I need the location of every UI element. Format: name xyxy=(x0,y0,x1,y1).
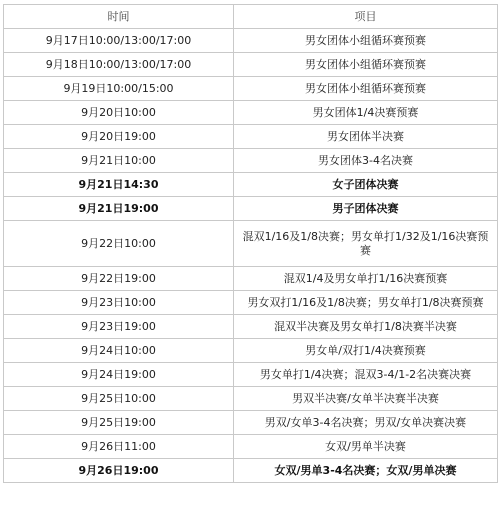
cell-time: 9月20日10:00 xyxy=(4,101,234,125)
cell-time: 9月26日11:00 xyxy=(4,435,234,459)
table-row xyxy=(4,77,498,101)
table-row-highlight xyxy=(4,197,498,221)
table-row xyxy=(4,125,498,149)
table-row xyxy=(4,221,498,267)
cell-item: 女双/男单3-4名决赛；女双/男单决赛 xyxy=(234,459,498,483)
table-row xyxy=(4,291,498,315)
table-row xyxy=(4,29,498,53)
cell-time: 9月22日10:00 xyxy=(4,221,234,267)
cell-item: 男女双打1/16及1/8决赛；男女单打1/8决赛预赛 xyxy=(234,291,498,315)
cell-item: 混双半决赛及男女单打1/8决赛半决赛 xyxy=(234,315,498,339)
cell-time: 9月22日19:00 xyxy=(4,267,234,291)
schedule-table xyxy=(3,4,498,483)
column-header-item: 项目 xyxy=(234,5,498,29)
table-row xyxy=(4,411,498,435)
cell-item: 男女团体3-4名决赛 xyxy=(234,149,498,173)
cell-item: 女双/男单半决赛 xyxy=(234,435,498,459)
cell-time: 9月25日19:00 xyxy=(4,411,234,435)
cell-item: 男女团体小组循环赛预赛 xyxy=(234,77,498,101)
cell-item: 男子团体决赛 xyxy=(234,197,498,221)
cell-time: 9月24日19:00 xyxy=(4,363,234,387)
cell-item: 男女单打1/4决赛；混双3-4/1-2名决赛决赛 xyxy=(234,363,498,387)
table-row xyxy=(4,315,498,339)
cell-item: 混双1/16及1/8决赛；男女单打1/32及1/16决赛预赛 xyxy=(234,221,498,267)
cell-item: 男女团体小组循环赛预赛 xyxy=(234,29,498,53)
cell-item: 混双1/4及男女单打1/16决赛预赛 xyxy=(234,267,498,291)
table-row xyxy=(4,101,498,125)
cell-time: 9月23日19:00 xyxy=(4,315,234,339)
cell-item: 男女单/双打1/4决赛预赛 xyxy=(234,339,498,363)
cell-time: 9月19日10:00/15:00 xyxy=(4,77,234,101)
table-row xyxy=(4,339,498,363)
table-row-highlight xyxy=(4,173,498,197)
column-header-time: 时间 xyxy=(4,5,234,29)
table-row xyxy=(4,387,498,411)
cell-item: 男双半决赛/女单半决赛半决赛 xyxy=(234,387,498,411)
cell-item: 女子团体决赛 xyxy=(234,173,498,197)
table-row xyxy=(4,149,498,173)
cell-time: 9月23日10:00 xyxy=(4,291,234,315)
cell-time: 9月21日10:00 xyxy=(4,149,234,173)
cell-time: 9月18日10:00/13:00/17:00 xyxy=(4,53,234,77)
cell-item: 男女团体小组循环赛预赛 xyxy=(234,53,498,77)
table-row xyxy=(4,53,498,77)
cell-item: 男女团体半决赛 xyxy=(234,125,498,149)
table-row xyxy=(4,363,498,387)
cell-time: 9月17日10:00/13:00/17:00 xyxy=(4,29,234,53)
table-row xyxy=(4,267,498,291)
cell-time: 9月25日10:00 xyxy=(4,387,234,411)
cell-item: 男双/女单3-4名决赛；男双/女单决赛决赛 xyxy=(234,411,498,435)
table-header-row xyxy=(4,5,498,29)
cell-time: 9月20日19:00 xyxy=(4,125,234,149)
cell-time: 9月21日19:00 xyxy=(4,197,234,221)
cell-item: 男女团体1/4决赛预赛 xyxy=(234,101,498,125)
cell-time: 9月26日19:00 xyxy=(4,459,234,483)
cell-time: 9月24日10:00 xyxy=(4,339,234,363)
table-row-highlight xyxy=(4,459,498,483)
cell-time: 9月21日14:30 xyxy=(4,173,234,197)
table-row xyxy=(4,435,498,459)
